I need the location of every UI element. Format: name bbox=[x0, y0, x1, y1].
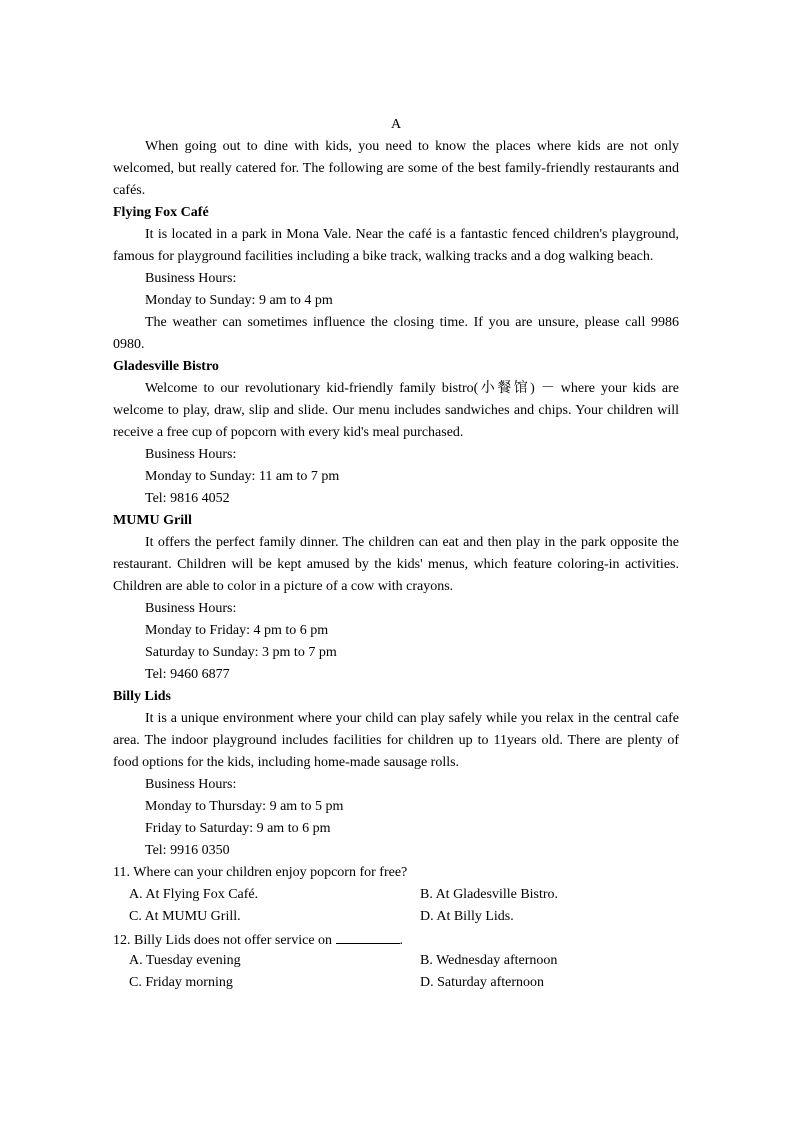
question-stem bbox=[113, 928, 679, 950]
option-c: C. Friday morning bbox=[129, 975, 233, 990]
question-stem: 11. Where can your children enjoy popcorn for free? bbox=[113, 865, 408, 880]
section-body: Welcome to our revolutionary kid-friendly family bistro(小餐馆) － where your kids are welcome to play, draw, slip and slide. Our menu includes sandwiches and chips. Your children will receive a free cup of popcorn with every kid's meal purchased. bbox=[113, 381, 679, 440]
business-hours-label: Business Hours: bbox=[145, 447, 237, 462]
hours-line: Saturday to Sunday: 3 pm to 7 pm bbox=[145, 645, 337, 660]
question-stem-text: 12. Billy Lids does not offer service on bbox=[113, 933, 336, 948]
answer-blank bbox=[336, 928, 400, 944]
section-title: MUMU Grill bbox=[113, 513, 192, 528]
passage-heading: A bbox=[390, 117, 402, 132]
telephone-line: Tel: 9460 6877 bbox=[145, 667, 230, 682]
section-title: Flying Fox Café bbox=[113, 205, 209, 220]
section-body: It is a unique environment where your child can play safely while you relax in the central cafe area. The indoor playground includes facilities for children up to 11years old. There are plenty of food options for the kids, including home-made sausage rolls. bbox=[113, 711, 679, 770]
option-c: C. At MUMU Grill. bbox=[129, 909, 241, 924]
option-b: B. At Gladesville Bistro. bbox=[420, 887, 559, 902]
question-11 bbox=[113, 862, 679, 928]
exam-page bbox=[113, 114, 679, 994]
passage-intro: When going out to dine with kids, you need to know the places where kids are not only welcomed, but really catered for. The following are some of the best family-friendly restaurants and cafés. bbox=[113, 139, 679, 198]
business-hours-label: Business Hours: bbox=[145, 601, 237, 616]
section-note: The weather can sometimes influence the closing time. If you are unsure, please call 9986 0980. bbox=[113, 315, 679, 352]
option-a: A. At Flying Fox Café. bbox=[129, 887, 259, 902]
answer-options bbox=[113, 884, 679, 928]
telephone-line: Tel: 9816 4052 bbox=[145, 491, 230, 506]
hours-line: Monday to Sunday: 11 am to 7 pm bbox=[145, 469, 340, 484]
question-12 bbox=[113, 928, 679, 994]
section-gladesville-bistro bbox=[113, 356, 679, 510]
telephone-line: Tel: 9916 0350 bbox=[145, 843, 230, 858]
section-title: Billy Lids bbox=[113, 689, 171, 704]
section-flying-fox-cafe bbox=[113, 202, 679, 356]
hours-line: Monday to Thursday: 9 am to 5 pm bbox=[145, 799, 344, 814]
hours-line: Monday to Friday: 4 pm to 6 pm bbox=[145, 623, 329, 638]
business-hours-label: Business Hours: bbox=[145, 271, 237, 286]
question-stem-end: . bbox=[399, 933, 404, 948]
option-a: A. Tuesday evening bbox=[129, 953, 241, 968]
section-body: It offers the perfect family dinner. The children can eat and then play in the park opposite the restaurant. Children will be kept amused by the kids' menus, which feature coloring-in activities. Children are able to color in a picture of a cow with crayons. bbox=[113, 535, 679, 594]
answer-options bbox=[113, 950, 679, 994]
hours-line: Monday to Sunday: 9 am to 4 pm bbox=[145, 293, 333, 308]
option-d: D. At Billy Lids. bbox=[420, 909, 514, 924]
option-d: D. Saturday afternoon bbox=[420, 975, 545, 990]
business-hours-label: Business Hours: bbox=[145, 777, 237, 792]
hours-line: Friday to Saturday: 9 am to 6 pm bbox=[145, 821, 331, 836]
section-title: Gladesville Bistro bbox=[113, 359, 219, 374]
section-body: It is located in a park in Mona Vale. Near the café is a fantastic fenced children's playground, famous for playground facilities including a bike track, walking tracks and a dog walking beach. bbox=[113, 227, 679, 264]
section-billy-lids bbox=[113, 686, 679, 862]
section-mumu-grill bbox=[113, 510, 679, 686]
option-b: B. Wednesday afternoon bbox=[420, 953, 558, 968]
